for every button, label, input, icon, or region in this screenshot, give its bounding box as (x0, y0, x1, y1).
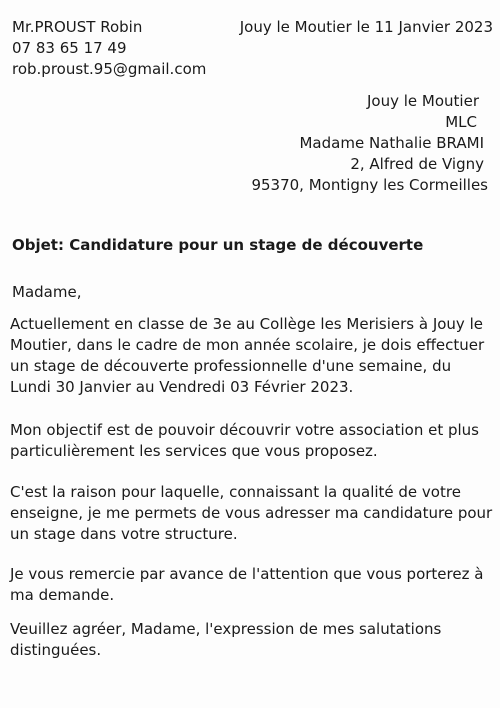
paragraph-line: C'est la raison pour laquelle, connaissant la qualité de votre (10, 483, 461, 501)
sender-email: rob.proust.95@gmail.com (12, 60, 207, 78)
paragraph-context (10, 314, 492, 398)
recipient-street: 2, Alfred de Vigny (350, 155, 484, 173)
paragraph-line: Moutier, dans le cadre de mon année scolaire, je dois effectuer (10, 336, 485, 354)
paragraph-line: un stage de découverte professionnelle d'une semaine, du (10, 357, 452, 375)
recipient-organization: MLC (445, 113, 477, 131)
recipient-postal-city: 95370, Montigny les Cormeilles (251, 176, 488, 194)
paragraph-line: un stage dans votre structure. (10, 525, 238, 543)
paragraph-line: Mon objectif est de pouvoir découvrir votre association et plus (10, 421, 479, 439)
paragraph-line: Lundi 30 Janvier au Vendredi 03 Février 2023. (10, 378, 354, 396)
sender-phone: 07 83 65 17 49 (12, 39, 127, 57)
letter-salutation: Madame, (12, 283, 82, 301)
paragraph-line: Veuillez agréer, Madame, l'expression de mes salutations (10, 620, 442, 638)
paragraph-motivation (10, 482, 492, 545)
sender-block (12, 17, 206, 80)
paragraph-objective (10, 420, 492, 462)
paragraph-thanks (10, 564, 492, 606)
recipient-city: Jouy le Moutier (367, 92, 479, 110)
sender-name: Mr.PROUST Robin (12, 18, 143, 36)
recipient-name: Madame Nathalie BRAMI (299, 134, 484, 152)
letter-subject: Objet: Candidature pour un stage de découverte (12, 236, 424, 254)
paragraph-closing (10, 619, 492, 661)
paragraph-line: Actuellement en classe de 3e au Collège les Merisiers à Jouy le (10, 315, 483, 333)
paragraph-line: Je vous remercie par avance de l'attention que vous porterez à (10, 565, 484, 583)
paragraph-line: distinguées. (10, 641, 102, 659)
date-line: Jouy le Moutier le 11 Janvier 2023 (239, 18, 493, 36)
paragraph-line: particulièrement les services que vous proposez. (10, 442, 378, 460)
paragraph-line: enseigne, je me permets de vous adresser ma candidature pour (10, 504, 493, 522)
paragraph-line: ma demande. (10, 586, 115, 604)
